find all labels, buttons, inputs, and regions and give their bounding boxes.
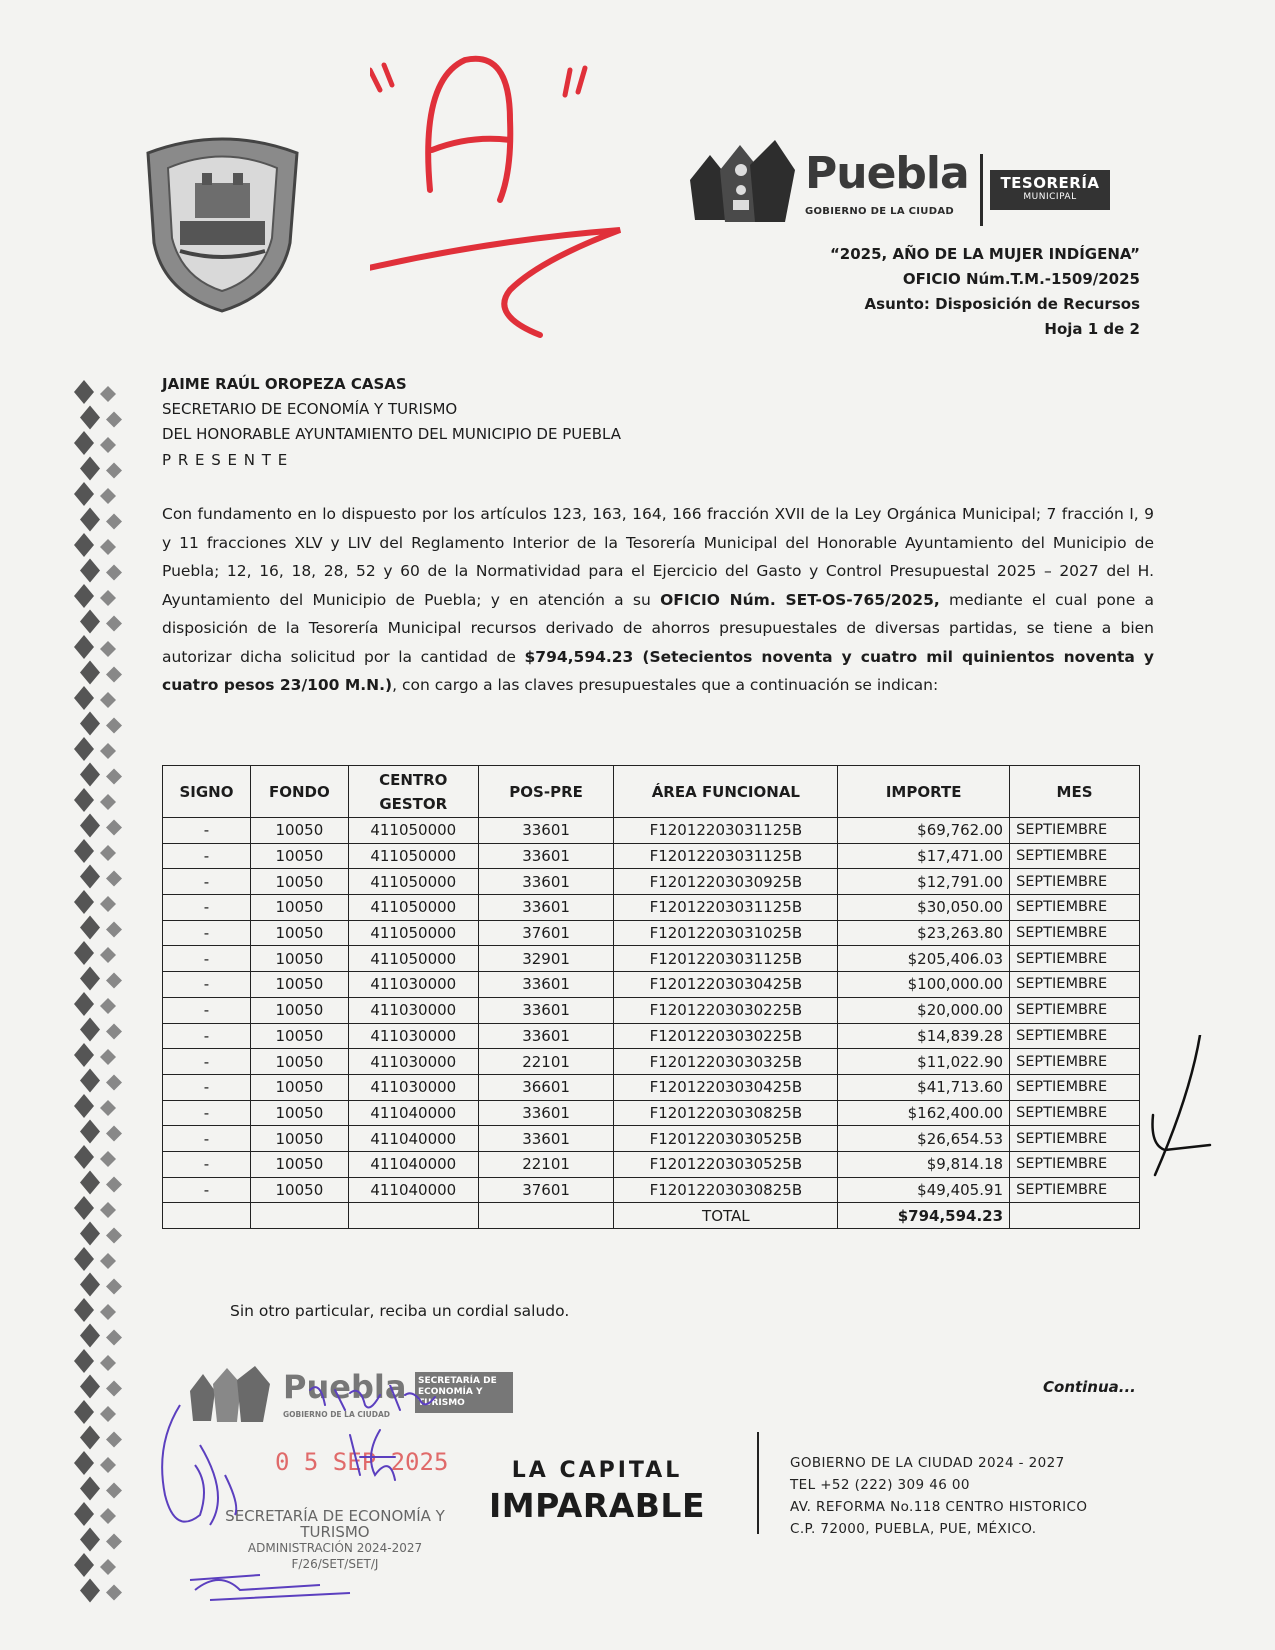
cell-importe: $11,022.90: [838, 1049, 1010, 1075]
cell-signo: -: [163, 997, 251, 1023]
table-row: [163, 818, 1140, 844]
cell-area-funcional: F12012203030925B: [614, 869, 838, 895]
cell-area-funcional: F12012203030525B: [614, 1126, 838, 1152]
cell-mes: SEPTIEMBRE: [1010, 818, 1140, 844]
cell-centro-gestor: 411030000: [348, 972, 478, 998]
stamp-line-3: F/26/SET/SET/J: [291, 1557, 379, 1571]
cell-pos-pre: 36601: [478, 1074, 614, 1100]
cell-centro-gestor: 411050000: [348, 843, 478, 869]
cell-importe: $17,471.00: [838, 843, 1010, 869]
cell-signo: -: [163, 920, 251, 946]
red-handwritten-mark: [370, 40, 670, 360]
cell-pos-pre: 22101: [478, 1049, 614, 1075]
cell-mes: SEPTIEMBRE: [1010, 869, 1140, 895]
city-seal-logo: [140, 133, 305, 313]
cell-area-funcional: F12012203030225B: [614, 997, 838, 1023]
cell-centro-gestor: 411050000: [348, 818, 478, 844]
contact-government: GOBIERNO DE LA CIUDAD 2024 - 2027: [790, 1455, 1065, 1471]
cell-centro-gestor: 411050000: [348, 920, 478, 946]
table-row: [163, 1023, 1140, 1049]
cell-centro-gestor: 411040000: [348, 1100, 478, 1126]
cell-fondo: 10050: [250, 1126, 348, 1152]
table-row: [163, 1151, 1140, 1177]
cell-mes: SEPTIEMBRE: [1010, 1074, 1140, 1100]
contact-address: AV. REFORMA No.118 CENTRO HISTORICO: [790, 1499, 1088, 1515]
total-row: [163, 1203, 1140, 1229]
cell-signo: -: [163, 1023, 251, 1049]
cell-fondo: 10050: [250, 869, 348, 895]
header-signo: SIGNO: [163, 766, 251, 818]
body-paragraph: [162, 500, 1154, 700]
cell-importe: $9,814.18: [838, 1151, 1010, 1177]
cell-area-funcional: F12012203030425B: [614, 1074, 838, 1100]
cell-centro-gestor: 411040000: [348, 1126, 478, 1152]
cell-fondo: 10050: [250, 1177, 348, 1203]
table-row: [163, 972, 1140, 998]
cell-fondo: 10050: [250, 1151, 348, 1177]
table-row: [163, 843, 1140, 869]
cell-fondo: 10050: [250, 946, 348, 972]
cell-signo: -: [163, 1151, 251, 1177]
cell-centro-gestor: 411030000: [348, 1049, 478, 1075]
table-header-row: [163, 766, 1140, 818]
table-row: [163, 1074, 1140, 1100]
addressee-title: SECRETARIO DE ECONOMÍA Y TURISMO: [162, 400, 458, 418]
cell-pos-pre: 22101: [478, 1151, 614, 1177]
cell-importe: $69,762.00: [838, 818, 1010, 844]
cell-pos-pre: 33601: [478, 1100, 614, 1126]
cell-mes: SEPTIEMBRE: [1010, 946, 1140, 972]
cell-signo: -: [163, 1177, 251, 1203]
header-fondo: FONDO: [250, 766, 348, 818]
cell-mes: SEPTIEMBRE: [1010, 1177, 1140, 1203]
cell-importe: $162,400.00: [838, 1100, 1010, 1126]
cell-signo: -: [163, 1049, 251, 1075]
cell-fondo: 10050: [250, 972, 348, 998]
cell-fondo: 10050: [250, 1049, 348, 1075]
cell-area-funcional: F12012203030825B: [614, 1177, 838, 1203]
cell-mes: SEPTIEMBRE: [1010, 920, 1140, 946]
cell-pos-pre: 33601: [478, 1126, 614, 1152]
cell-fondo: 10050: [250, 843, 348, 869]
cell-area-funcional: F12012203030325B: [614, 1049, 838, 1075]
cell-signo: -: [163, 1074, 251, 1100]
cell-pos-pre: 33601: [478, 843, 614, 869]
cell-importe: $100,000.00: [838, 972, 1010, 998]
cell-centro-gestor: 411050000: [348, 869, 478, 895]
oficio-number: OFICIO Núm.T.M.-1509/2025: [902, 270, 1140, 288]
cell-importe: $20,000.00: [838, 997, 1010, 1023]
cell-mes: SEPTIEMBRE: [1010, 895, 1140, 921]
footer-logo-subtitle: GOBIERNO DE LA CIUDAD: [283, 1410, 390, 1419]
capital-line-1: LA CAPITAL: [511, 1458, 683, 1483]
margin-signature: [1145, 1035, 1215, 1185]
header-pos-pre: POS-PRE: [478, 766, 614, 818]
cell-fondo: 10050: [250, 895, 348, 921]
cell-pos-pre: 33601: [478, 818, 614, 844]
capital-line-2: IMPARABLE: [489, 1486, 705, 1525]
table-row: [163, 946, 1140, 972]
table-row: [163, 997, 1140, 1023]
cell-centro-gestor: 411030000: [348, 1074, 478, 1100]
cell-area-funcional: F12012203030525B: [614, 1151, 838, 1177]
cell-pos-pre: 33601: [478, 869, 614, 895]
decorative-border: [72, 380, 132, 1610]
stamp-line-2: ADMINISTRACIÓN 2024-2027: [247, 1541, 423, 1555]
cell-area-funcional: F12012203031125B: [614, 946, 838, 972]
cell-importe: $23,263.80: [838, 920, 1010, 946]
cell-mes: SEPTIEMBRE: [1010, 997, 1140, 1023]
cell-centro-gestor: 411030000: [348, 997, 478, 1023]
addressee-institution: DEL HONORABLE AYUNTAMIENTO DEL MUNICIPIO DE PUEBLA: [162, 425, 621, 443]
puebla-tesoreria-logo: [685, 140, 1105, 235]
footer-divider: [757, 1432, 759, 1534]
table-row: [163, 920, 1140, 946]
cell-area-funcional: F12012203031125B: [614, 895, 838, 921]
table-row: [163, 1126, 1140, 1152]
footer-logo-wordmark: Puebla: [283, 1368, 407, 1406]
table-row: [163, 869, 1140, 895]
cell-mes: SEPTIEMBRE: [1010, 1100, 1140, 1126]
cell-fondo: 10050: [250, 997, 348, 1023]
cell-fondo: 10050: [250, 1100, 348, 1126]
cell-mes: SEPTIEMBRE: [1010, 1151, 1140, 1177]
cell-area-funcional: F12012203031025B: [614, 920, 838, 946]
header-area-funcional: ÁREA FUNCIONAL: [614, 766, 838, 818]
header-centro-gestor: CENTRO GESTOR: [348, 766, 478, 818]
cell-fondo: 10050: [250, 1023, 348, 1049]
cell-centro-gestor: 411050000: [348, 895, 478, 921]
cell-signo: -: [163, 1126, 251, 1152]
budget-table: [162, 765, 1140, 1229]
header-importe: IMPORTE: [838, 766, 1010, 818]
cell-fondo: 10050: [250, 920, 348, 946]
cell-pos-pre: 33601: [478, 997, 614, 1023]
table-row: [163, 1049, 1140, 1075]
table-row: [163, 1100, 1140, 1126]
cell-fondo: 10050: [250, 1074, 348, 1100]
footer-logo-tag: SECRETARÍA DE ECONOMÍA Y TURISMO: [415, 1372, 513, 1413]
cell-pos-pre: 33601: [478, 972, 614, 998]
body-text-1: Con fundamento en lo dispuesto por los artículos 123, 163, 164, 166 fracción XVII de la Ley Orgánica Municipal; 7 fracción I, 9 y 11 fracciones XLV y LIV del Reglamento Interior de la Tesorería Municipal del Honorable Ayuntamiento del Municipio de Puebla; 12, 16, 18, 28, 52 y 60 de la Normatividad para el Ejercicio del Gasto y Control Presupuestal 2025 – 2027 del H. Ayuntamiento del Municipio de Puebla; y en atención a su: [162, 505, 1154, 609]
page-count: Hoja 1 de 2: [1044, 320, 1140, 338]
cell-mes: SEPTIEMBRE: [1010, 1126, 1140, 1152]
cell-importe: $30,050.00: [838, 895, 1010, 921]
cell-centro-gestor: 411030000: [348, 1023, 478, 1049]
cell-signo: -: [163, 1100, 251, 1126]
header-mes: MES: [1010, 766, 1140, 818]
logo-wordmark: Puebla: [805, 148, 969, 199]
cell-mes: SEPTIEMBRE: [1010, 843, 1140, 869]
continues-note: Continua...: [1043, 1378, 1136, 1396]
cell-signo: -: [163, 843, 251, 869]
stamp-line-1: SECRETARÍA DE ECONOMÍA Y TURISMO: [225, 1507, 445, 1541]
cell-centro-gestor: 411050000: [348, 946, 478, 972]
purple-signature: [150, 1385, 480, 1610]
authorized-amount: $794,594.23 (Setecientos noventa y cuatro mil quinientos noventa y cuatro pesos 23/100 M.N.): [162, 647, 1154, 694]
cell-area-funcional: F12012203031125B: [614, 818, 838, 844]
cell-importe: $49,405.91: [838, 1177, 1010, 1203]
contact-postal: C.P. 72000, PUEBLA, PUE, MÉXICO.: [790, 1521, 1037, 1537]
cell-area-funcional: F12012203030825B: [614, 1100, 838, 1126]
cell-signo: -: [163, 895, 251, 921]
contact-phone: TEL +52 (222) 309 46 00: [790, 1477, 970, 1493]
received-stamp-date: 0 5 SEP 2025: [275, 1448, 449, 1476]
year-motto: “2025, AÑO DE LA MUJER INDÍGENA”: [829, 245, 1140, 263]
asunto: Asunto: Disposición de Recursos: [864, 295, 1140, 313]
cell-area-funcional: F12012203030225B: [614, 1023, 838, 1049]
cell-signo: -: [163, 818, 251, 844]
cell-importe: $14,839.28: [838, 1023, 1010, 1049]
logo-divider: [980, 154, 983, 226]
footer-contact-info: [790, 1452, 1087, 1540]
cell-importe: $41,713.60: [838, 1074, 1010, 1100]
table-row: [163, 895, 1140, 921]
cell-signo: -: [163, 972, 251, 998]
total-value: $794,594.23: [838, 1203, 1010, 1229]
logo-subtitle: GOBIERNO DE LA CIUDAD: [805, 206, 954, 217]
oficio-reference: OFICIO Núm. SET-OS-765/2025,: [660, 590, 940, 609]
logo-tag-line1: TESORERÍA: [1000, 174, 1100, 192]
cell-centro-gestor: 411040000: [348, 1151, 478, 1177]
closing-salutation: Sin otro particular, reciba un cordial saludo.: [230, 1302, 570, 1320]
cell-pos-pre: 37601: [478, 920, 614, 946]
table-row: [163, 1177, 1140, 1203]
cell-signo: -: [163, 869, 251, 895]
addressee-name: JAIME RAÚL OROPEZA CASAS: [162, 375, 407, 393]
body-text-2: mediante el cual pone a disposición de la Tesorería Municipal recursos derivado de ahorros presupuestales de diversas partidas, se tiene a bien autorizar dicha solicitud por la cantidad de: [162, 590, 1154, 666]
cell-area-funcional: F12012203030425B: [614, 972, 838, 998]
cell-mes: SEPTIEMBRE: [1010, 1023, 1140, 1049]
cell-fondo: 10050: [250, 818, 348, 844]
cell-mes: SEPTIEMBRE: [1010, 1049, 1140, 1075]
cell-pos-pre: 32901: [478, 946, 614, 972]
cell-pos-pre: 33601: [478, 895, 614, 921]
body-text-3: , con cargo a las claves presupuestales que a continuación se indican:: [392, 676, 939, 694]
cell-importe: $12,791.00: [838, 869, 1010, 895]
logo-tag-line2: MUNICIPAL: [1023, 192, 1077, 202]
cell-importe: $26,654.53: [838, 1126, 1010, 1152]
addressee-presente: P R E S E N T E: [162, 451, 289, 469]
cell-importe: $205,406.03: [838, 946, 1010, 972]
la-capital-imparable-logo: [462, 1458, 732, 1528]
cell-centro-gestor: 411040000: [348, 1177, 478, 1203]
cell-pos-pre: 33601: [478, 1023, 614, 1049]
cell-mes: SEPTIEMBRE: [1010, 972, 1140, 998]
cell-signo: -: [163, 946, 251, 972]
puebla-emblem-icon: [685, 140, 803, 232]
logo-tag: [990, 170, 1110, 210]
cell-area-funcional: F12012203031125B: [614, 843, 838, 869]
total-label: TOTAL: [614, 1203, 838, 1229]
cell-pos-pre: 37601: [478, 1177, 614, 1203]
